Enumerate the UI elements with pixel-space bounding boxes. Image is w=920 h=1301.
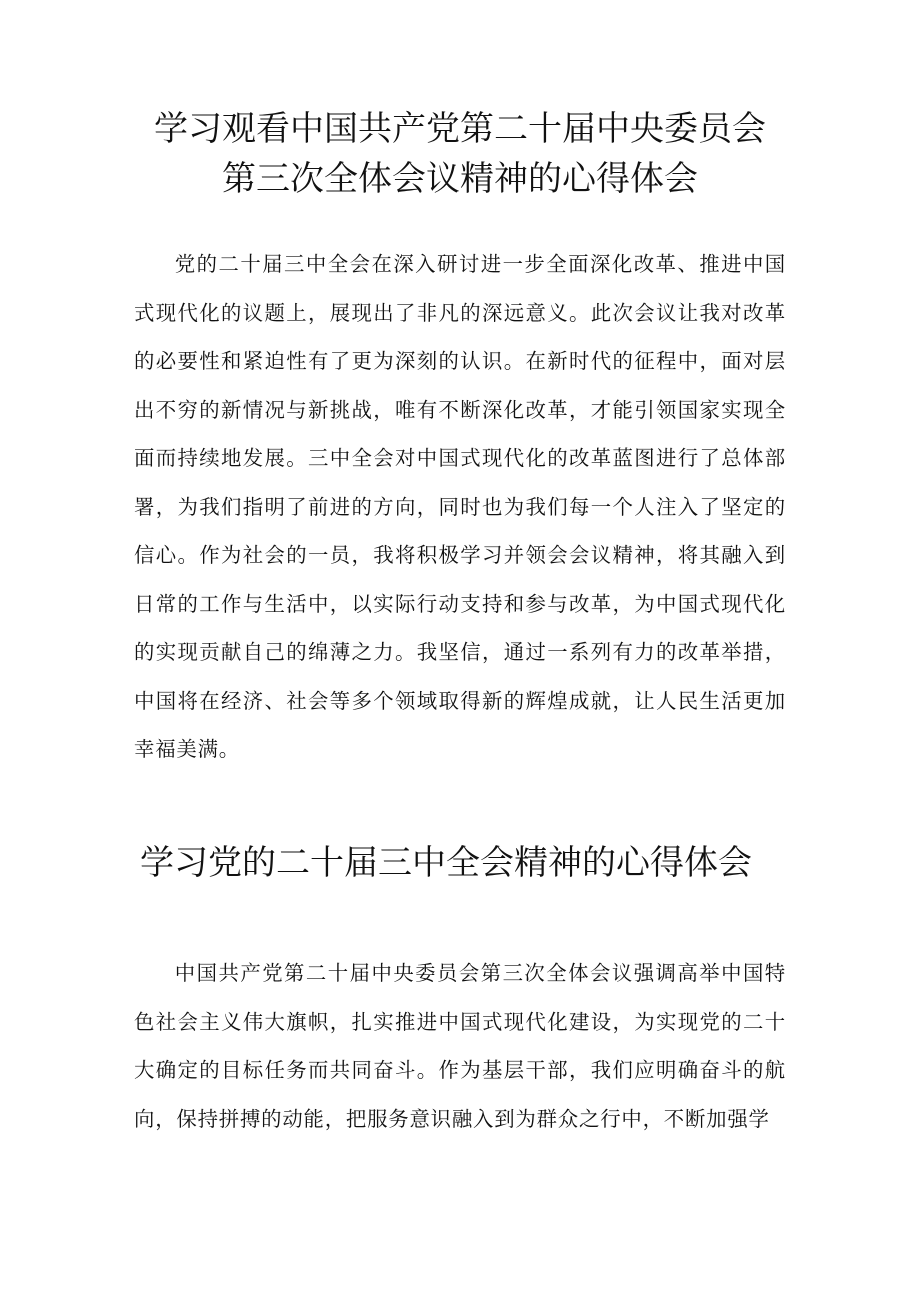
section-heading-2: 学习党的二十届三中全会精神的心得体会 <box>140 843 752 883</box>
paragraph-2: 中国共产党第二十届中央委员会第三次全体会议强调高举中国特色社会主义伟大旗帜，扎实推进中国式现代化建设，为实现党的二十大确定的目标任务而共同奋斗。作为基层干部，我们应明确奋斗的航向，保持拼搏的动能，把服务意识融入到为群众之行中，不断加强学 <box>134 961 786 1131</box>
title-line-2: 第三次全体会议精神的心得体会 <box>222 159 698 199</box>
paragraph-1: 党的二十届三中全会在深入研讨进一步全面深化改革、推进中国式现代化的议题上，展现出了非凡的深远意义。此次会议让我对改革的必要性和紧迫性有了更为深刻的认识。在新时代的征程中，面对层出不穷的新情况与新挑战，唯有不断深化改革，才能引领国家实现全面而持续地发展。三中全会对中国式现代化的改革蓝图进行了总体部署，为我们指明了前进的方向，同时也为我们每一个人注入了坚定的信心。作为社会的一员，我将积极学习并领会会议精神，将其融入到日常的工作与生活中，以实际行动支持和参与改革，为中国式现代化的实现贡献自己的绵薄之力。我坚信，通过一系列有力的改革举措，中国将在经济、社会等多个领域取得新的辉煌成就，让人民生活更加幸福美满。 <box>134 252 786 761</box>
title-line-1: 学习观看中国共产党第二十届中央委员会 <box>154 109 766 149</box>
